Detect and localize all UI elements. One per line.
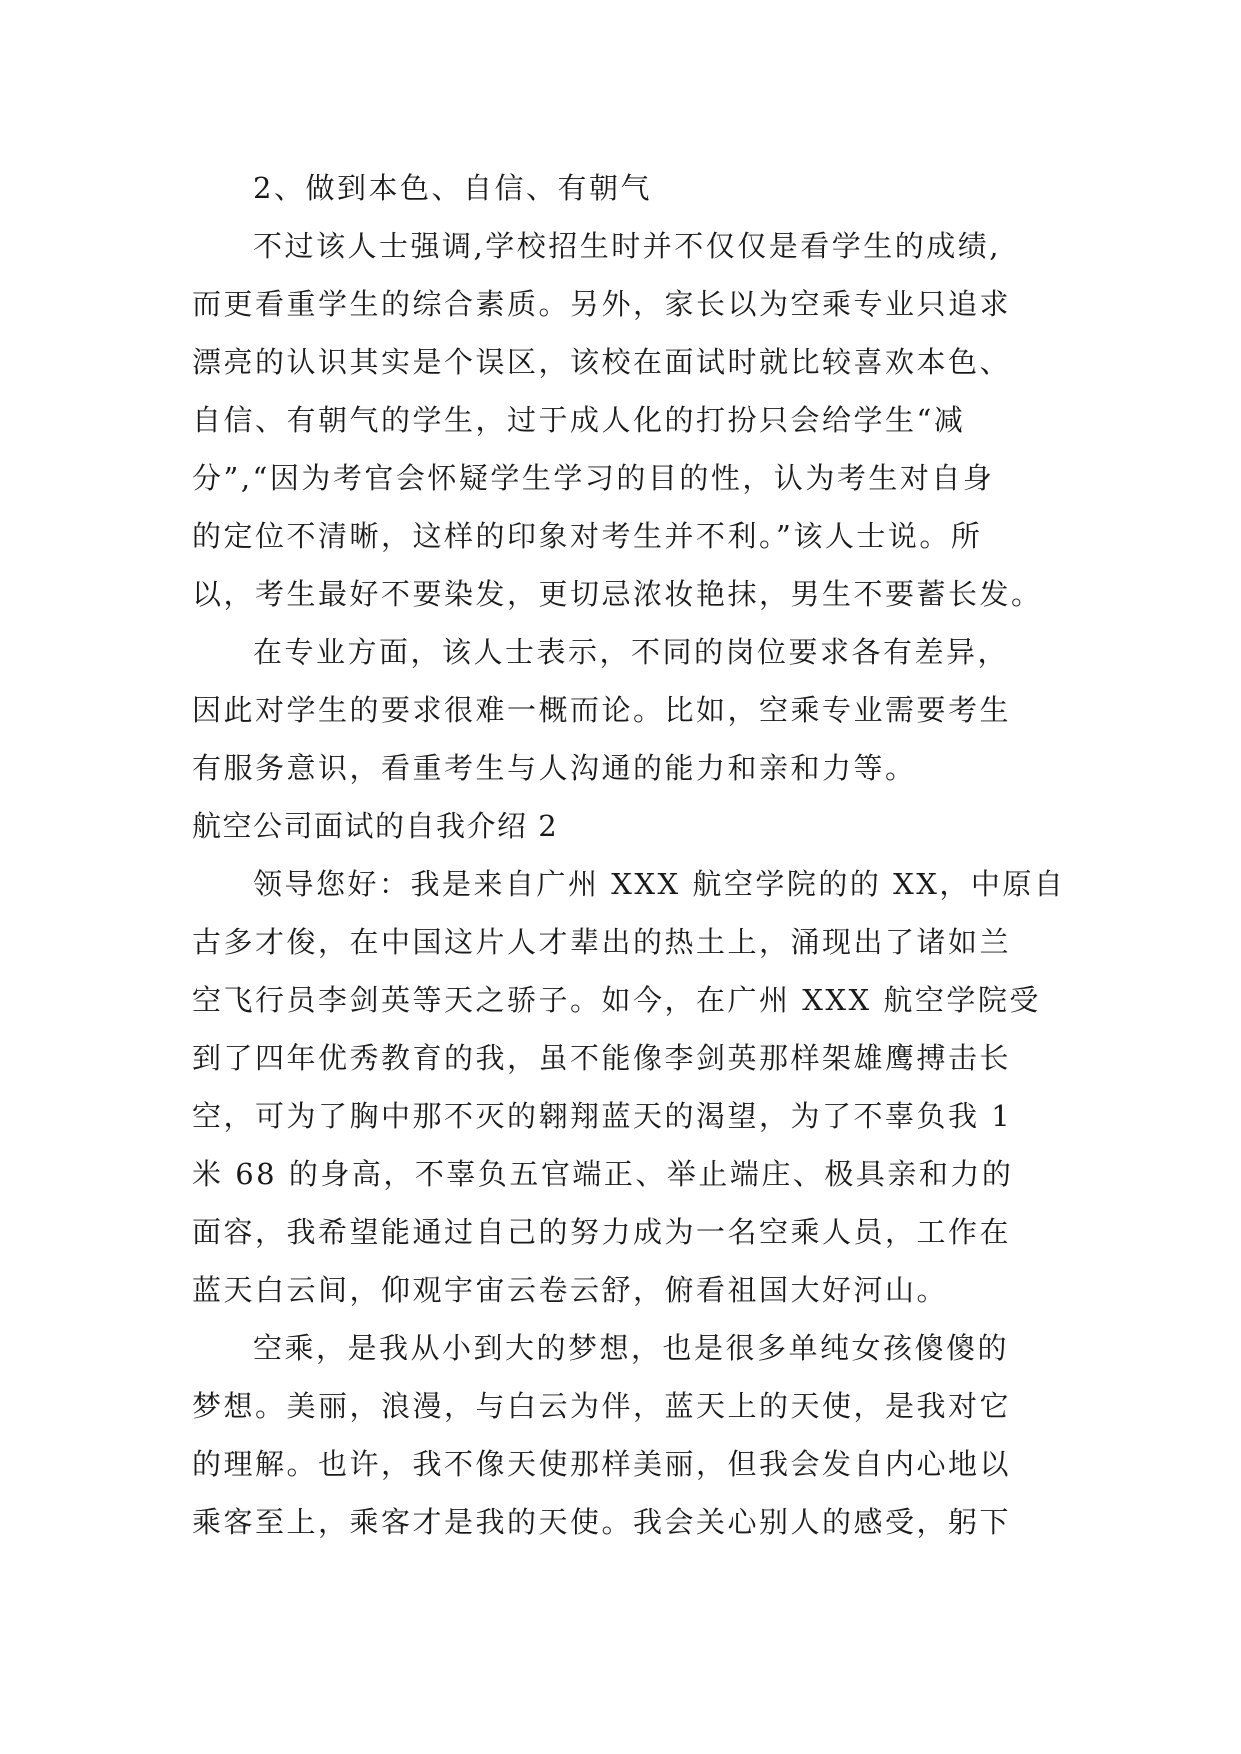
paragraph-line: 因此对学生的要求很难一概而论。比如，空乘专业需要考生 [192, 693, 1012, 727]
paragraph-line: 而更看重学生的综合素质。另外，家长以为空乘专业只追求 [192, 287, 1012, 321]
paragraph-line: 分”,“因为考官会怀疑学生学习的目的性，认为考生对自身 [192, 461, 995, 495]
paragraph-line: 的定位不清晰，这样的印象对考生并不利。”该人士说。所 [192, 519, 983, 553]
paragraph-line: 自信、有朝气的学生，过于成人化的打扮只会给学生“减 [192, 403, 966, 437]
paragraph-line: 空飞行员李剑英等天之骄子。如今，在广州 XXX 航空学院受 [192, 983, 1041, 1017]
paragraph-line: 有服务意识，看重考生与人沟通的能力和亲和力等。 [192, 751, 917, 785]
paragraph-line: 梦想。美丽，浪漫，与白云为伴，蓝天上的天使，是我对它 [192, 1389, 1012, 1423]
paragraph-line: 蓝天白云间，仰观宇宙云卷云舒，俯看祖国大好河山。 [192, 1273, 949, 1307]
paragraph-line: 到了四年优秀教育的我，虽不能像李剑英那样架雄鹰搏击长 [192, 1041, 1012, 1075]
paragraph-line: 米 68 的身高，不辜负五官端正、举止端庄、极具亲和力的 [192, 1157, 1014, 1191]
paragraph-line: 面容，我希望能通过自己的努力成为一名空乘人员，工作在 [192, 1215, 1012, 1249]
paragraph-line: 空乘，是我从小到大的梦想，也是很多单纯女孩傻傻的 [253, 1331, 1010, 1365]
paragraph-line: 空，可为了胸中那不灭的翱翔蓝天的渴望，为了不辜负我 1 [192, 1099, 1013, 1133]
paragraph-line: 的理解。也许，我不像天使那样美丽，但我会发自内心地以 [192, 1447, 1012, 1481]
paragraph-line: 以，考生最好不要染发，更切忌浓妆艳抹，男生不要蓄长发。 [192, 577, 1043, 611]
section-heading: 航空公司面试的自我介绍 2 [192, 809, 559, 843]
paragraph-line: 乘客至上，乘客才是我的天使。我会关心别人的感受，躬下 [192, 1505, 1012, 1539]
paragraph-line: 不过该人士强调,学校招生时并不仅仅是看学生的成绩, [253, 229, 1001, 263]
paragraph-line: 古多才俊，在中国这片人才辈出的热土上，涌现出了诸如兰 [192, 925, 1012, 959]
paragraph-line: 漂亮的认识其实是个误区，该校在面试时就比较喜欢本色、 [192, 345, 1012, 379]
section-subheading: 2、做到本色、自信、有朝气 [253, 171, 652, 205]
paragraph-line: 在专业方面，该人士表示，不同的岗位要求各有差异， [253, 635, 1010, 669]
paragraph-line: 领导您好：我是来自广州 XXX 航空学院的的 XX，中原自 [253, 867, 1066, 901]
